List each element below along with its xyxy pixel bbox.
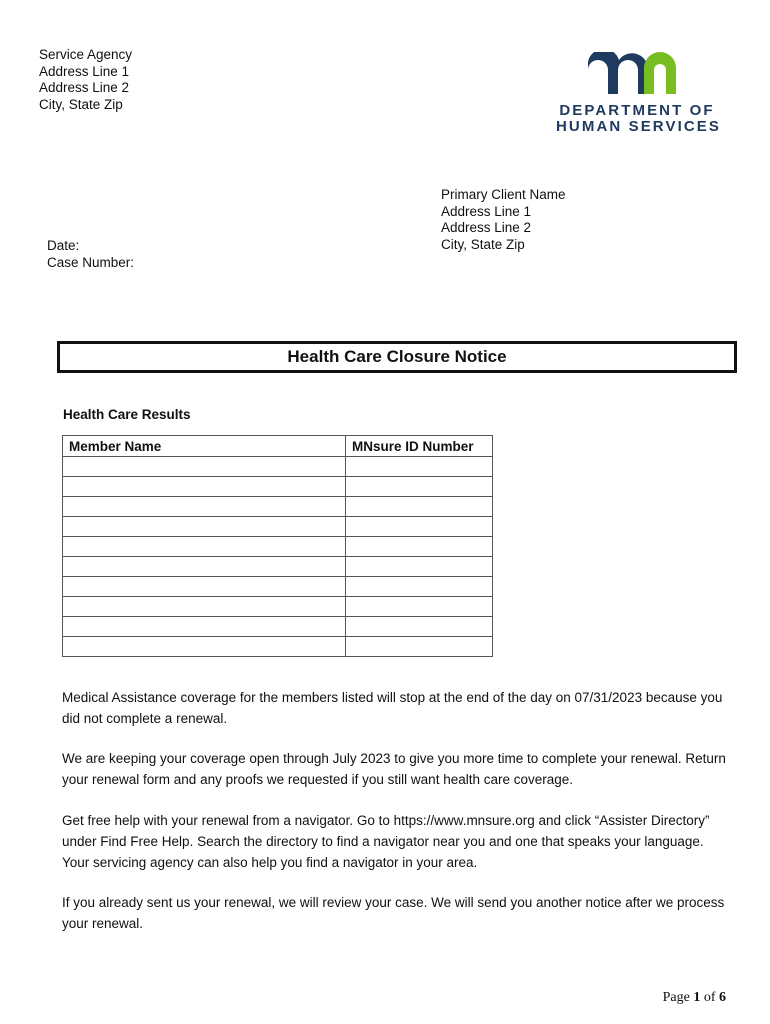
logo-text-human-services: HUMAN SERVICES xyxy=(556,118,721,135)
column-header-member-name: Member Name xyxy=(63,436,346,457)
mnsure-id-cell xyxy=(346,517,493,537)
mnsure-id-cell xyxy=(346,537,493,557)
agency-city-state-zip: City, State Zip xyxy=(39,96,123,112)
member-name-cell xyxy=(63,617,346,637)
paragraph-navigator-help: Get free help with your renewal from a navigator. Go to https://www.mnsure.org and click “Assister Directory” under Find Free Help. Search the directory to find a navigator near you and one that speaks your language. Your servicing agency can also help you find a navigator in your area. xyxy=(62,813,710,870)
logo-text-department: DEPARTMENT OF xyxy=(559,102,715,119)
member-name-cell xyxy=(63,557,346,577)
table-row xyxy=(63,597,493,617)
client-address xyxy=(441,187,566,253)
members-table xyxy=(62,435,493,657)
paragraph-already-sent: If you already sent us your renewal, we will review your case. We will send you another notice after we process your renewal. xyxy=(62,895,725,931)
notice-title: Health Care Closure Notice xyxy=(287,347,507,366)
notice-meta xyxy=(47,237,134,271)
case-number-label: Case Number: xyxy=(47,255,135,270)
member-name-cell xyxy=(63,457,346,477)
mnsure-id-cell xyxy=(346,637,493,657)
client-name: Primary Client Name xyxy=(441,187,566,202)
table-row xyxy=(63,537,493,557)
member-name-cell xyxy=(63,597,346,617)
mnsure-id-cell xyxy=(346,597,493,617)
mnsure-id-cell xyxy=(346,477,493,497)
page-of-word: of xyxy=(703,990,716,1005)
table-row xyxy=(63,637,493,657)
paragraph-coverage-stop: Medical Assistance coverage for the members listed will stop at the end of the day on 07/31/2023 because you did not complete a renewal. xyxy=(62,690,723,726)
table-header-row xyxy=(63,436,493,457)
mnsure-id-cell xyxy=(346,577,493,597)
mnsure-id-cell xyxy=(346,617,493,637)
agency-address-line-1: Address Line 1 xyxy=(39,63,130,79)
mnsure-id-cell xyxy=(346,457,493,477)
date-label: Date: xyxy=(47,238,80,253)
mn-logo-mark-icon xyxy=(556,52,718,96)
table-row xyxy=(63,477,493,497)
dhs-logo xyxy=(556,52,721,135)
member-name-cell xyxy=(63,577,346,597)
table-row xyxy=(63,557,493,577)
table-row xyxy=(63,517,493,537)
client-address-line-2: Address Line 2 xyxy=(441,220,532,235)
agency-name: Service Agency xyxy=(39,47,133,62)
member-name-cell xyxy=(63,477,346,497)
page-total: 6 xyxy=(719,990,726,1005)
agency-address xyxy=(39,47,132,113)
member-name-cell xyxy=(63,497,346,517)
mnsure-id-cell xyxy=(346,557,493,577)
page-current: 1 xyxy=(693,990,701,1005)
member-name-cell xyxy=(63,537,346,557)
results-label: Health Care Results xyxy=(63,407,191,422)
table-row xyxy=(63,457,493,477)
page-word: Page xyxy=(662,990,690,1005)
table-row xyxy=(63,577,493,597)
paragraph-coverage-open: We are keeping your coverage open through July 2023 to give you more time to complete your renewal. Return your renewal form and any proofs we requested if you still want health care coverage. xyxy=(62,751,726,787)
table-row xyxy=(63,497,493,517)
column-header-mnsure-id: MNsure ID Number xyxy=(346,436,493,457)
client-address-line-1: Address Line 1 xyxy=(441,203,532,219)
page-footer xyxy=(640,990,726,1006)
member-name-cell xyxy=(63,517,346,537)
notice-title-box xyxy=(57,341,737,373)
mnsure-id-cell xyxy=(346,497,493,517)
client-city-state-zip: City, State Zip xyxy=(441,236,525,252)
agency-address-line-2: Address Line 2 xyxy=(39,80,130,95)
table-row xyxy=(63,617,493,637)
member-name-cell xyxy=(63,637,346,657)
